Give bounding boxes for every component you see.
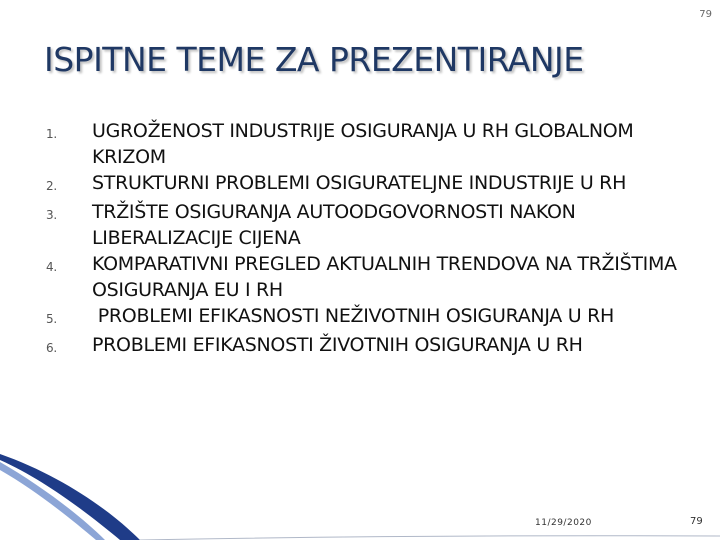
- list-item-text: TRŽIŠTE OSIGURANJA AUTOODGOVORNOSTI NAKON LIBERALIZACIJE CIJENA: [92, 201, 576, 249]
- list-item: [46, 332, 686, 361]
- footer-page-number: 79: [690, 516, 703, 527]
- decorative-swoosh: [0, 440, 720, 540]
- list-item-number: 1.: [46, 127, 57, 141]
- list-item-number: 6.: [46, 341, 57, 355]
- list-item-text: STRUKTURNI PROBLEMI OSIGURATELJNE INDUSTRIJE U RH: [92, 172, 627, 194]
- bottom-rule: [140, 536, 720, 540]
- list-item: [46, 118, 686, 170]
- list-item: [46, 251, 686, 303]
- list-item-text: PROBLEMI EFIKASNOSTI ŽIVOTNIH OSIGURANJA U RH: [92, 334, 583, 356]
- list-item-text: KOMPARATIVNI PREGLED AKTUALNIH TRENDOVA NA TRŽIŠTIMA OSIGURANJA EU I RH: [92, 253, 677, 301]
- list-item-number: 5.: [46, 312, 57, 326]
- list-item: [46, 303, 686, 332]
- slide-title: ISPITNE TEME ZA PREZENTIRANJE: [44, 40, 584, 79]
- list-item-text: UGROŽENOST INDUSTRIJE OSIGURANJA U RH GLOBALNOM KRIZOM: [92, 120, 634, 168]
- topic-list: [46, 118, 686, 361]
- swoosh-dark-stroke: [0, 454, 140, 540]
- list-item-text: PROBLEMI EFIKASNOSTI NEŽIVOTNIH OSIGURANJA U RH: [92, 305, 614, 327]
- list-item: [46, 170, 686, 199]
- corner-page-number: 79: [699, 9, 712, 20]
- list-item-number: 2.: [46, 179, 57, 193]
- list-item: [46, 199, 686, 251]
- list-item-number: 3.: [46, 208, 57, 222]
- footer-date: 11/29/2020: [535, 518, 592, 528]
- list-item-number: 4.: [46, 260, 57, 274]
